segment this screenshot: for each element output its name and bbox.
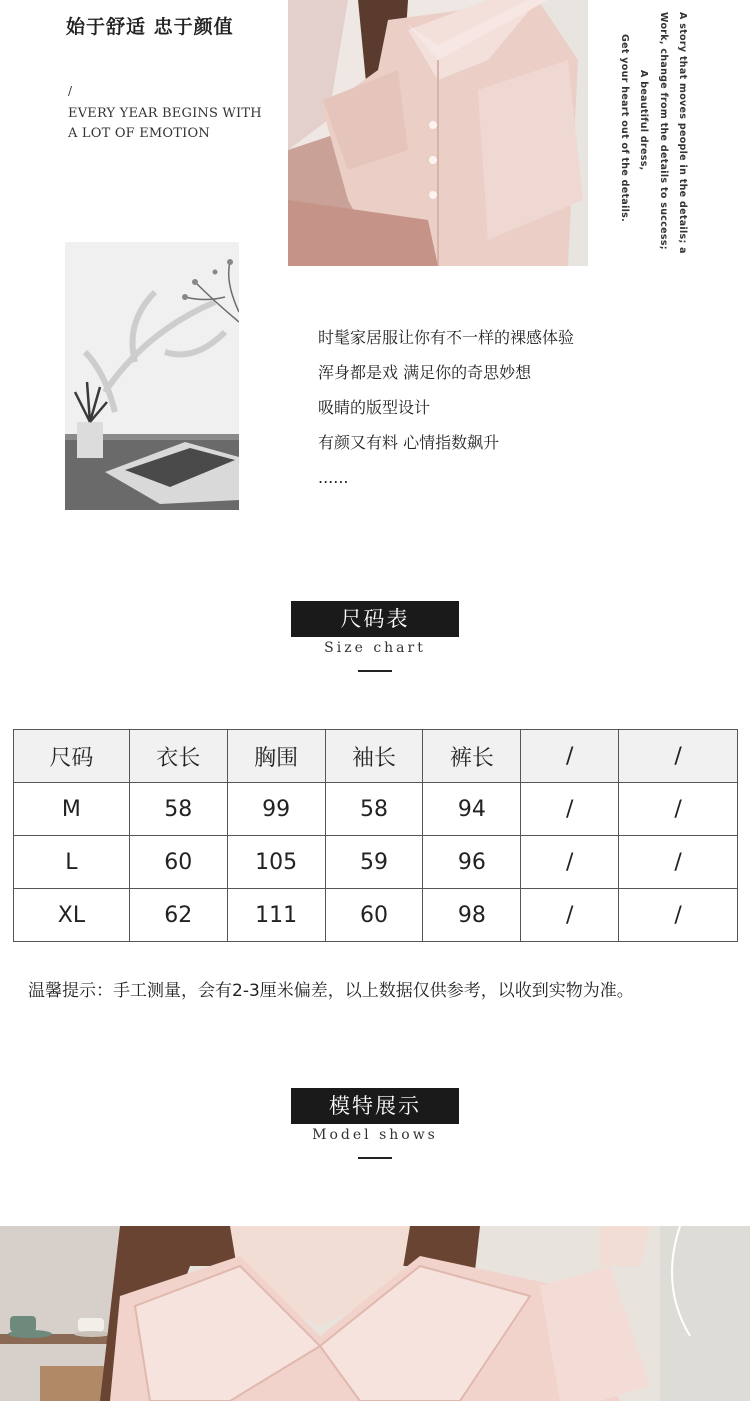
header-cell-length: 衣长 [129, 730, 227, 783]
table-row [14, 836, 738, 889]
size-chart-subtitle: Size chart [324, 640, 426, 656]
model-shows-title: 模特展示 [291, 1088, 459, 1124]
table-cell: 58 [325, 783, 423, 836]
table-cell: 94 [423, 783, 521, 836]
intro-english [68, 104, 262, 144]
table-row [14, 889, 738, 942]
header-cell-chest: 胸围 [227, 730, 325, 783]
header-cell-size: 尺码 [14, 730, 130, 783]
model-illustration [0, 1226, 750, 1401]
poem-line-4: 有颜又有料 心情指数飙升 [318, 433, 500, 452]
table-cell: / [521, 889, 619, 942]
size-chart-title: 尺码表 [291, 601, 459, 637]
table-cell: XL [14, 889, 130, 942]
poem-block [318, 320, 574, 495]
size-table [13, 729, 738, 942]
pajama-photo [288, 0, 588, 266]
model-shows-divider [358, 1157, 392, 1159]
poem-line-3: 吸睛的版型设计 [318, 398, 431, 417]
table-cell: 60 [129, 836, 227, 889]
pajama-illustration [288, 0, 588, 266]
table-row [14, 783, 738, 836]
table-cell: 58 [129, 783, 227, 836]
table-cell: / [619, 783, 738, 836]
plant-photo [65, 242, 239, 510]
size-chart-divider [358, 670, 392, 672]
header-cell-empty-1: / [521, 730, 619, 783]
plant-illustration [65, 242, 239, 510]
vertical-text-4: Get your heart out of the details. [619, 34, 630, 223]
table-cell: 111 [227, 889, 325, 942]
model-photo [0, 1226, 750, 1401]
table-cell: 99 [227, 783, 325, 836]
intro-slash: / [68, 84, 73, 98]
poem-line-2: 浑身都是戏 满足你的奇思妙想 [318, 363, 532, 382]
measurement-tip: 温馨提示：手工测量，会有2-3厘米偏差，以上数据仅供参考，以收到实物为准。 [28, 981, 634, 1001]
header-cell-sleeve: 袖长 [325, 730, 423, 783]
table-cell: / [619, 836, 738, 889]
table-cell: / [521, 836, 619, 889]
vertical-text-1: A story that moves people in the details; a [677, 12, 688, 254]
vertical-text-3: A beautiful dress, [638, 70, 649, 171]
size-table-header-row [14, 730, 738, 783]
intro-heading: 始于舒适 忠于颜值 [66, 16, 234, 38]
poem-line-1: 时髦家居服让你有不一样的裸感体验 [318, 328, 575, 347]
poem-line-5: ...... [318, 468, 349, 487]
header-cell-pants: 裤长 [423, 730, 521, 783]
table-cell: 62 [129, 889, 227, 942]
table-cell: / [619, 889, 738, 942]
header-cell-empty-2: / [619, 730, 738, 783]
intro-english-line-2: A LOT OF EMOTION [68, 126, 210, 141]
table-cell: 98 [423, 889, 521, 942]
intro-english-line-1: EVERY YEAR BEGINS WITH [68, 106, 262, 121]
model-shows-subtitle: Model shows [312, 1127, 438, 1143]
table-cell: L [14, 836, 130, 889]
table-cell: 96 [423, 836, 521, 889]
table-cell: 60 [325, 889, 423, 942]
vertical-text-2: Work, change from the details to success; [658, 12, 669, 250]
table-cell: 105 [227, 836, 325, 889]
table-cell: / [521, 783, 619, 836]
table-cell: M [14, 783, 130, 836]
table-cell: 59 [325, 836, 423, 889]
